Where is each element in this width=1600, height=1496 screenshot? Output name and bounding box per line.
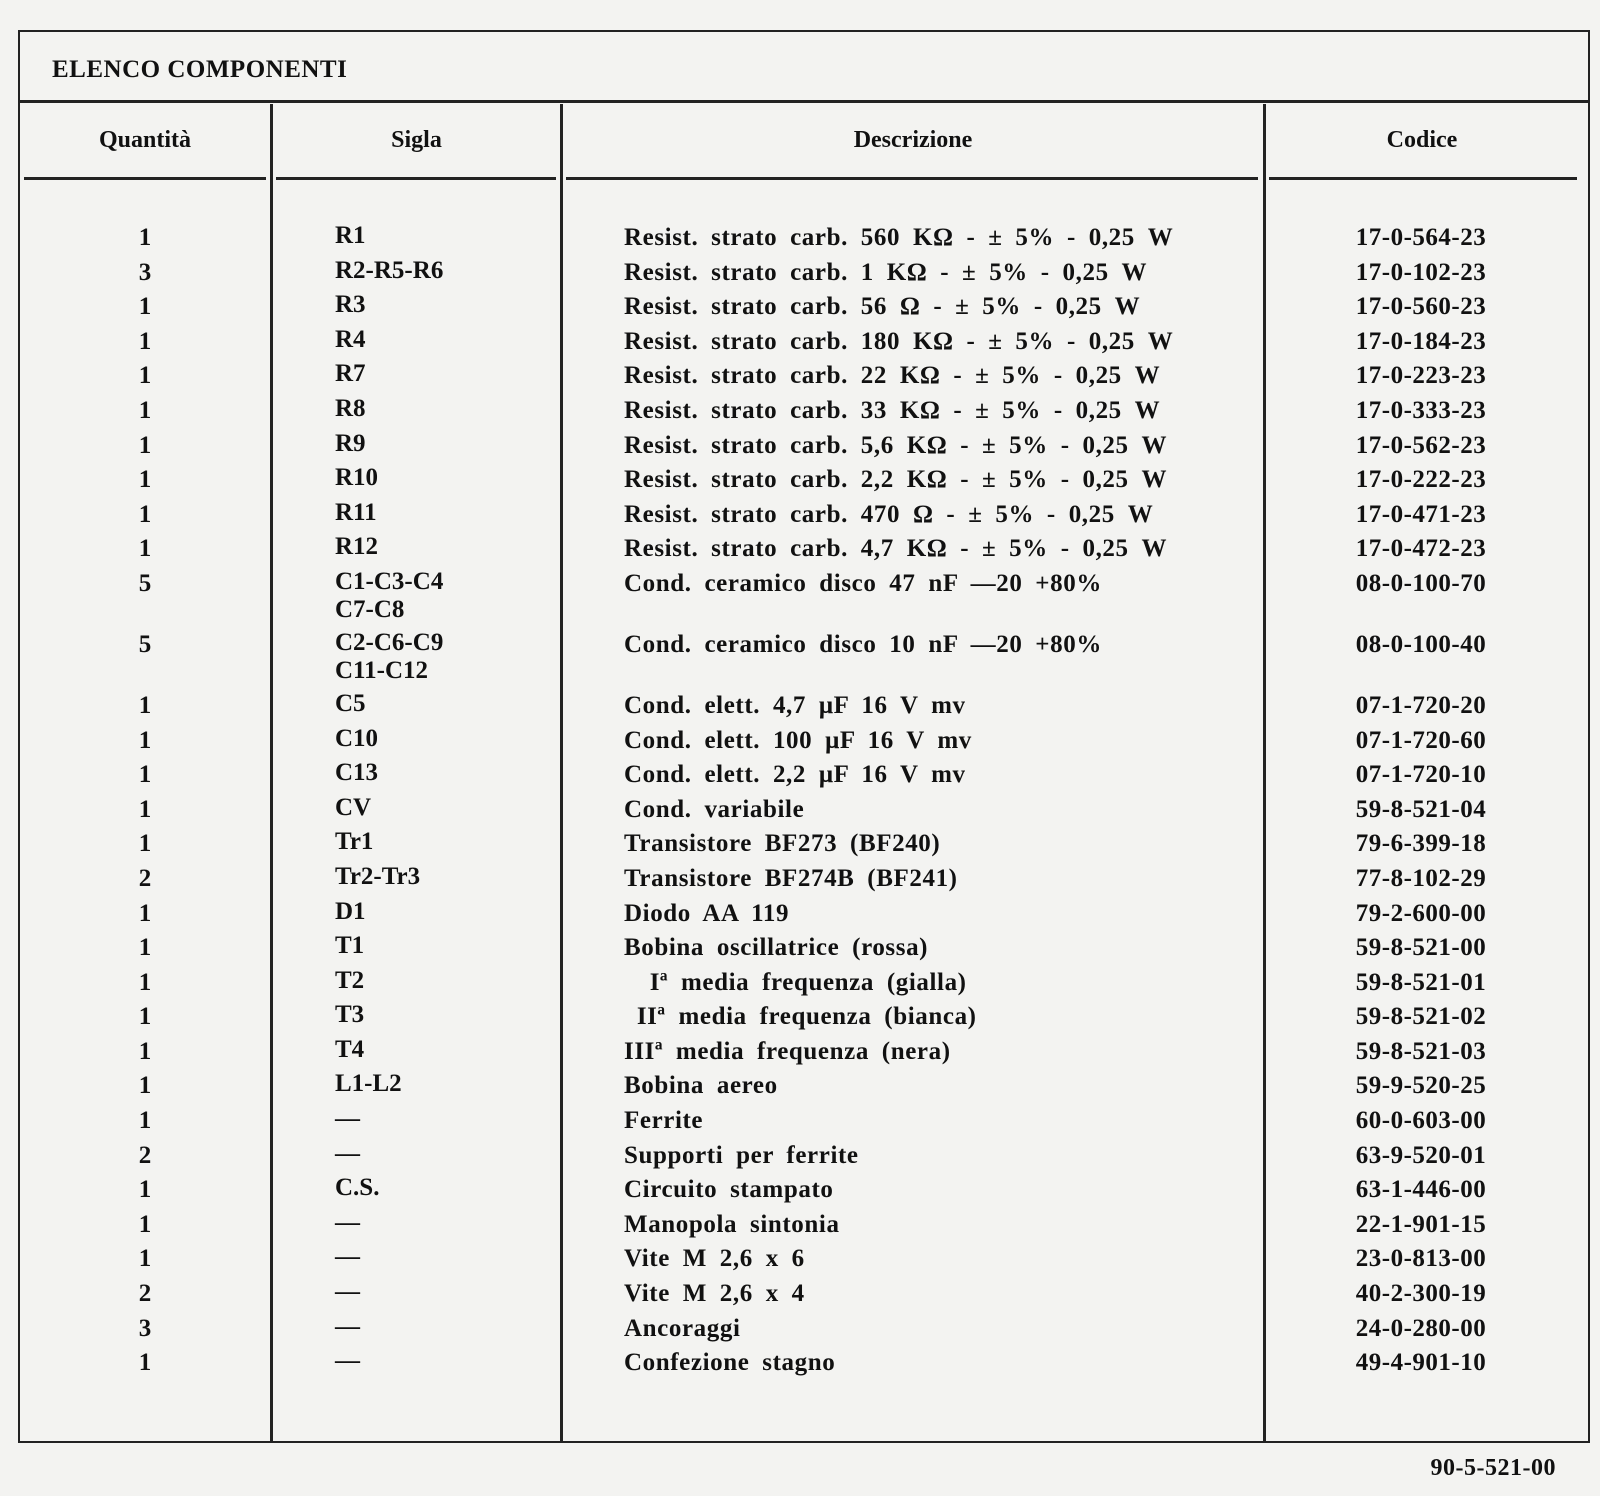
description-cell: Cond. ceramico disco 47 nF —20 +80% bbox=[624, 569, 1102, 597]
sigla-cell: R1 bbox=[335, 222, 366, 249]
description-cell: IIIª media frequenza (nera) bbox=[624, 1037, 951, 1065]
description-cell: IIª media frequenza (bianca) bbox=[624, 1003, 977, 1031]
table-row bbox=[20, 828, 1588, 863]
description-cell: Resist. strato carb. 22 KΩ - ± 5% - 0,25 W bbox=[624, 362, 1161, 390]
code-cell: 63-9-520-01 bbox=[1355, 1141, 1487, 1169]
page-title: ELENCO COMPONENTI bbox=[52, 56, 348, 83]
code-cell: 22-1-901-15 bbox=[1355, 1210, 1487, 1238]
description-cell: Transistore BF273 (BF240) bbox=[624, 830, 941, 858]
sigla-cell: CV bbox=[335, 793, 372, 821]
qty-cell: 1 bbox=[138, 293, 152, 321]
description-cell: Cond. variabile bbox=[624, 795, 805, 823]
description-cell: Confezione stagno bbox=[624, 1349, 836, 1377]
qty-cell: 1 bbox=[138, 968, 152, 996]
table-row bbox=[20, 1347, 1588, 1382]
sigla-cell: D1 bbox=[335, 897, 366, 925]
code-cell: 17-0-222-23 bbox=[1355, 466, 1487, 494]
column-header-codice: Codice bbox=[1386, 127, 1458, 153]
table-row bbox=[20, 1070, 1588, 1105]
sigla-cell: R10 bbox=[335, 464, 379, 492]
qty-cell: 1 bbox=[138, 761, 152, 789]
code-cell: 79-2-600-00 bbox=[1355, 899, 1487, 927]
qty-cell: 3 bbox=[138, 1314, 152, 1342]
qty-cell: 1 bbox=[138, 1037, 152, 1065]
table-row bbox=[20, 533, 1588, 568]
table-row bbox=[20, 464, 1588, 499]
description-cell: Vite M 2,6 x 6 bbox=[624, 1245, 805, 1273]
code-cell: 59-8-521-02 bbox=[1355, 1003, 1487, 1031]
sigla-cell: R9 bbox=[335, 429, 366, 457]
description-cell: Supporti per ferrite bbox=[624, 1141, 859, 1169]
qty-cell: 1 bbox=[138, 691, 152, 719]
code-cell: 17-0-471-23 bbox=[1355, 500, 1487, 528]
table-row bbox=[20, 395, 1588, 430]
description-cell: Circuito stampato bbox=[624, 1176, 834, 1204]
sigla-cell: C13 bbox=[335, 759, 379, 787]
code-cell: 17-0-564-23 bbox=[1355, 224, 1487, 251]
column-header-quantita: Quantità bbox=[98, 127, 191, 153]
qty-cell: 1 bbox=[138, 396, 152, 424]
qty-cell: 1 bbox=[138, 1107, 152, 1135]
description-cell: Resist. strato carb. 1 KΩ - ± 5% - 0,25 W bbox=[624, 258, 1148, 286]
sigla-cell: — bbox=[335, 1347, 360, 1375]
code-cell: 07-1-720-60 bbox=[1355, 726, 1487, 754]
header-underline bbox=[1269, 177, 1577, 180]
description-cell: Bobina aereo bbox=[624, 1072, 778, 1100]
code-cell: 08-0-100-40 bbox=[1355, 630, 1487, 658]
qty-cell: 1 bbox=[138, 1003, 152, 1031]
sigla-cell: C.S. bbox=[335, 1174, 380, 1202]
qty-cell: 1 bbox=[138, 830, 152, 858]
code-cell: 49-4-901-10 bbox=[1355, 1349, 1487, 1377]
table-row bbox=[20, 863, 1588, 898]
header-underline bbox=[566, 177, 1258, 180]
description-cell: Cond. elett. 4,7 μF 16 V mv bbox=[624, 691, 966, 719]
qty-cell: 1 bbox=[138, 1210, 152, 1238]
sigla-cell: T3 bbox=[335, 1001, 365, 1029]
code-cell: 24-0-280-00 bbox=[1355, 1314, 1487, 1342]
code-cell: 07-1-720-10 bbox=[1355, 761, 1487, 789]
code-cell: 17-0-472-23 bbox=[1355, 535, 1487, 563]
description-cell: Resist. strato carb. 2,2 KΩ - ± 5% - 0,25 W bbox=[624, 466, 1168, 494]
table-row bbox=[20, 1174, 1588, 1209]
sigla-cell: — bbox=[335, 1243, 360, 1271]
sigla-cell: Tr2-Tr3 bbox=[335, 862, 421, 890]
code-cell: 40-2-300-19 bbox=[1355, 1280, 1487, 1308]
description-cell: Manopola sintonia bbox=[624, 1210, 840, 1238]
qty-cell: 2 bbox=[138, 864, 152, 892]
description-cell: Bobina oscillatrice (rossa) bbox=[624, 934, 929, 962]
qty-cell: 1 bbox=[138, 795, 152, 823]
code-cell: 17-0-560-23 bbox=[1355, 293, 1487, 321]
code-cell: 59-8-521-03 bbox=[1355, 1037, 1487, 1065]
code-cell: 17-0-333-23 bbox=[1355, 396, 1487, 424]
description-cell: Resist. strato carb. 33 KΩ - ± 5% - 0,25 W bbox=[624, 396, 1161, 424]
code-cell: 59-8-521-04 bbox=[1355, 795, 1487, 823]
code-cell: 77-8-102-29 bbox=[1355, 864, 1487, 892]
code-cell: 08-0-100-70 bbox=[1355, 569, 1487, 597]
sigla-cell: R4 bbox=[335, 325, 366, 353]
table-row bbox=[20, 759, 1588, 794]
qty-cell: 1 bbox=[138, 899, 152, 927]
table-row bbox=[20, 629, 1588, 690]
sigla-cell: T4 bbox=[335, 1035, 365, 1063]
sigla-cell: — bbox=[335, 1312, 360, 1340]
table-row bbox=[20, 725, 1588, 760]
code-cell: 59-9-520-25 bbox=[1355, 1072, 1487, 1100]
sigla-cell: Tr1 bbox=[335, 828, 374, 856]
qty-cell: 3 bbox=[138, 258, 152, 286]
description-cell: Cond. ceramico disco 10 nF —20 +80% bbox=[624, 630, 1102, 658]
qty-cell: 1 bbox=[138, 535, 152, 563]
qty-cell: 1 bbox=[138, 1349, 152, 1377]
qty-cell: 1 bbox=[138, 362, 152, 390]
code-cell: 59-8-521-00 bbox=[1355, 934, 1487, 962]
description-cell: Ancoraggi bbox=[624, 1314, 741, 1342]
sigla-cell: C2-C6-C9 C11-C12 bbox=[335, 628, 444, 684]
components-table-body bbox=[20, 222, 1588, 1382]
sigla-cell: R12 bbox=[335, 533, 379, 561]
qty-cell: 1 bbox=[138, 726, 152, 754]
table-row bbox=[20, 568, 1588, 629]
table-row bbox=[20, 1313, 1588, 1348]
document-code: 90-5-521-00 bbox=[1430, 1455, 1556, 1481]
code-cell: 17-0-102-23 bbox=[1355, 258, 1487, 286]
table-row bbox=[20, 257, 1588, 292]
sigla-cell: — bbox=[335, 1208, 360, 1236]
description-cell: Resist. strato carb. 180 KΩ - ± 5% - 0,25 W bbox=[624, 327, 1174, 355]
sigla-cell: L1-L2 bbox=[335, 1070, 402, 1098]
code-cell: 60-0-603-00 bbox=[1355, 1107, 1487, 1135]
sigla-cell: — bbox=[335, 1278, 360, 1306]
code-cell: 07-1-720-20 bbox=[1355, 691, 1487, 719]
sigla-cell: R11 bbox=[335, 498, 377, 526]
table-row bbox=[20, 794, 1588, 829]
description-cell: Resist. strato carb. 56 Ω - ± 5% - 0,25 W bbox=[624, 293, 1141, 321]
description-cell: Cond. elett. 100 μF 16 V mv bbox=[624, 726, 972, 754]
qty-cell: 2 bbox=[138, 1141, 152, 1169]
qty-cell: 1 bbox=[138, 1176, 152, 1204]
code-cell: 59-8-521-01 bbox=[1355, 968, 1487, 996]
table-row bbox=[20, 1278, 1588, 1313]
table-row bbox=[20, 1140, 1588, 1175]
qty-cell: 5 bbox=[138, 630, 152, 658]
components-sheet bbox=[18, 30, 1590, 1443]
description-cell: Cond. elett. 2,2 μF 16 V mv bbox=[624, 761, 966, 789]
qty-cell: 1 bbox=[138, 1072, 152, 1100]
description-cell: Transistore BF274B (BF241) bbox=[624, 864, 958, 892]
header-underline bbox=[24, 177, 266, 180]
table-row bbox=[20, 430, 1588, 465]
sigla-cell: — bbox=[335, 1105, 360, 1133]
table-row bbox=[20, 898, 1588, 933]
title-bar bbox=[20, 32, 1588, 103]
sigla-cell: T2 bbox=[335, 966, 365, 994]
table-row bbox=[20, 967, 1588, 1002]
table-row bbox=[20, 932, 1588, 967]
qty-cell: 1 bbox=[138, 500, 152, 528]
description-cell: Ferrite bbox=[624, 1107, 704, 1135]
qty-cell: 1 bbox=[138, 466, 152, 494]
table-row bbox=[20, 1105, 1588, 1140]
sigla-cell: T1 bbox=[335, 932, 365, 960]
qty-cell: 1 bbox=[138, 934, 152, 962]
table-row bbox=[20, 1243, 1588, 1278]
sigla-cell: R7 bbox=[335, 360, 366, 388]
description-cell: Iª media frequenza (gialla) bbox=[624, 968, 967, 996]
sigla-cell: R2-R5-R6 bbox=[335, 256, 444, 284]
code-cell: 17-0-184-23 bbox=[1355, 327, 1487, 355]
qty-cell: 1 bbox=[138, 224, 152, 251]
qty-cell: 1 bbox=[138, 1245, 152, 1273]
sigla-cell: R8 bbox=[335, 394, 366, 422]
code-cell: 63-1-446-00 bbox=[1355, 1176, 1487, 1204]
code-cell: 79-6-399-18 bbox=[1355, 830, 1487, 858]
qty-cell: 5 bbox=[138, 569, 152, 597]
description-cell: Diodo AA 119 bbox=[624, 899, 790, 927]
qty-cell: 1 bbox=[138, 431, 152, 459]
description-cell: Vite M 2,6 x 4 bbox=[624, 1280, 805, 1308]
sigla-cell: C10 bbox=[335, 724, 379, 752]
description-cell: Resist. strato carb. 5,6 KΩ - ± 5% - 0,25 W bbox=[624, 431, 1168, 459]
table-row bbox=[20, 499, 1588, 534]
code-cell: 23-0-813-00 bbox=[1355, 1245, 1487, 1273]
table-row bbox=[20, 1036, 1588, 1071]
sigla-cell: C5 bbox=[335, 689, 366, 717]
header-underline bbox=[276, 177, 556, 180]
column-header-sigla: Sigla bbox=[391, 127, 442, 153]
description-cell: Resist. strato carb. 560 KΩ - ± 5% - 0,25 W bbox=[624, 224, 1174, 251]
code-cell: 17-0-223-23 bbox=[1355, 362, 1487, 390]
table-row bbox=[20, 1209, 1588, 1244]
table-row bbox=[20, 222, 1588, 257]
table-row bbox=[20, 1001, 1588, 1036]
column-header-descrizione: Descrizione bbox=[853, 127, 973, 153]
table-row bbox=[20, 326, 1588, 361]
sigla-cell: R3 bbox=[335, 291, 366, 319]
description-cell: Resist. strato carb. 470 Ω - ± 5% - 0,25 W bbox=[624, 500, 1154, 528]
code-cell: 17-0-562-23 bbox=[1355, 431, 1487, 459]
sigla-cell: — bbox=[335, 1139, 360, 1167]
qty-cell: 2 bbox=[138, 1280, 152, 1308]
table-row bbox=[20, 291, 1588, 326]
description-cell: Resist. strato carb. 4,7 KΩ - ± 5% - 0,25 W bbox=[624, 535, 1168, 563]
table-row bbox=[20, 690, 1588, 725]
qty-cell: 1 bbox=[138, 327, 152, 355]
sigla-cell: C1-C3-C4 C7-C8 bbox=[335, 567, 444, 623]
table-row bbox=[20, 360, 1588, 395]
